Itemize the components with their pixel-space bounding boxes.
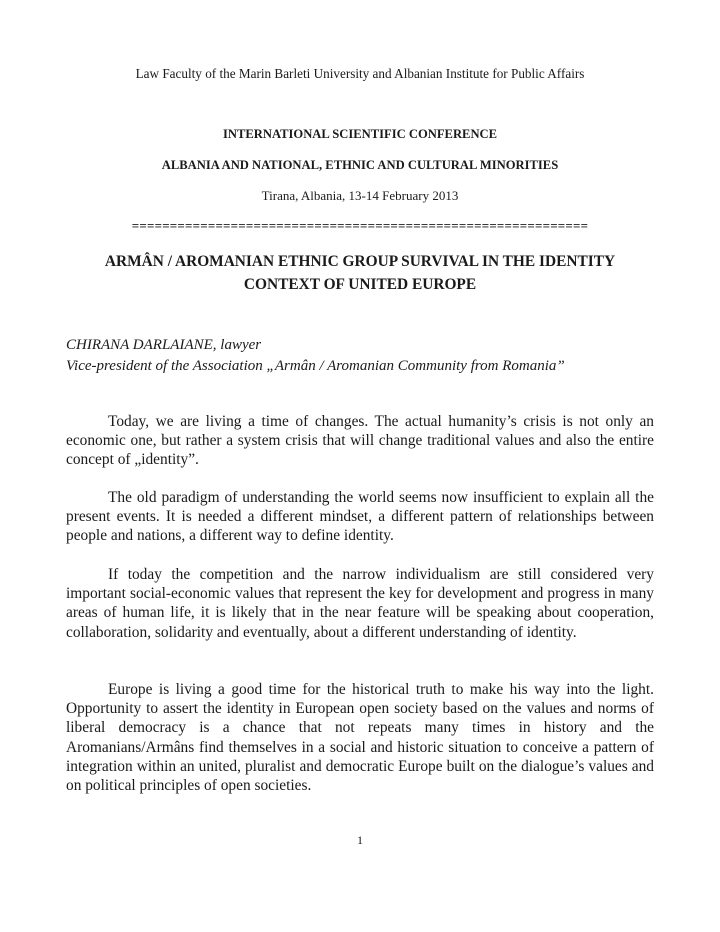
conference-title: INTERNATIONAL SCIENTIFIC CONFERENCE bbox=[222, 127, 498, 141]
author-role: Vice-president of the Association „Armân / Aromanian Community from Romania” bbox=[66, 358, 565, 374]
institution-header: Law Faculty of the Marin Barleti University and Albanian Institute for Public Affairs bbox=[135, 66, 585, 81]
body-paragraph: Europe is living a good time for the historical truth to make his way into the light. Opportunity to assert the identity in European open society based on the values and norms of liberal democracy is a chance that not repeats many times in history and the Aromanians/Armâns find themselves in a social and historic situation to conceive a pattern of integration within an united, pluralist and democratic Europe built on the dialogue’s values and on political principles of open societies. bbox=[66, 681, 654, 795]
separator-line: ============================================================ bbox=[131, 218, 589, 233]
author-block bbox=[66, 335, 565, 377]
body-paragraph: Today, we are living a time of changes. The actual humanity’s crisis is not only an economic one, but rather a system crisis that will change traditional values and also the entire concept of „identity”. bbox=[66, 413, 654, 469]
page-number: 1 bbox=[357, 833, 363, 847]
paper-title-line-2: CONTEXT OF UNITED EUROPE bbox=[243, 276, 477, 293]
body-paragraph: If today the competition and the narrow individualism are still considered very important social-economic values that represent the key for development and progress in many areas of human life, it is likely that in the near feature will be speaking about cooperation, collaboration, solidarity and eventually, about a different understanding of identity. bbox=[66, 566, 654, 641]
paper-title-line-1: ARMÂN / AROMANIAN ETHNIC GROUP SURVIVAL IN THE IDENTITY bbox=[104, 253, 616, 270]
body-paragraph: The old paradigm of understanding the world seems now insufficient to explain all the present events. It is needed a different mindset, a different pattern of relationships between people and nations, a different way to define identity. bbox=[66, 489, 654, 545]
author-name: CHIRANA DARLAIANE, lawyer bbox=[66, 337, 262, 353]
paper-title bbox=[0, 250, 720, 296]
conference-theme: ALBANIA AND NATIONAL, ETHNIC AND CULTURAL MINORITIES bbox=[161, 158, 559, 172]
place-date: Tirana, Albania, 13-14 February 2013 bbox=[261, 188, 459, 203]
